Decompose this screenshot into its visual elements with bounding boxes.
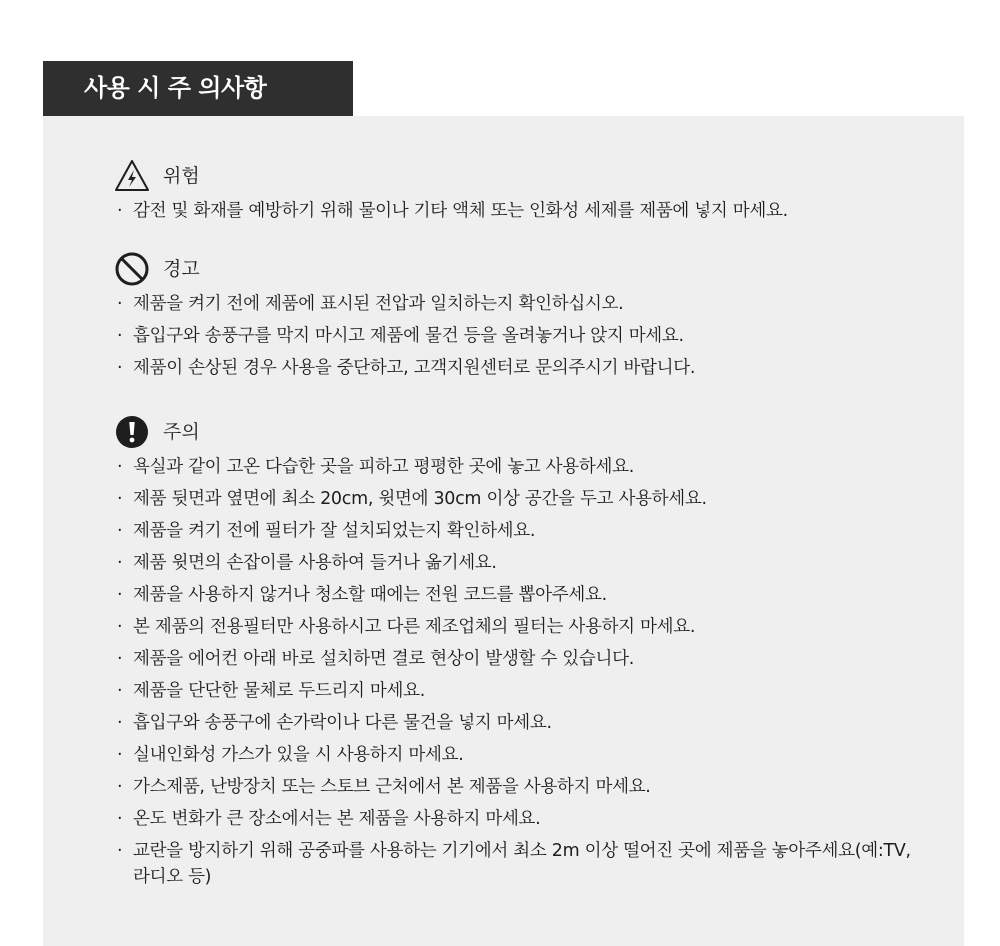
prohibition-icon: [114, 251, 150, 287]
list-item-text: 흡입구와 송풍구를 막지 마시고 제품에 물건 등을 올려놓거나 앉지 마세요.: [133, 326, 684, 346]
list-item-text: 제품 뒷면과 옆면에 최소 20cm, 윗면에 30cm 이상 공간을 두고 사용하세요.: [133, 489, 707, 509]
danger-list: [114, 198, 914, 224]
danger-section: [114, 158, 914, 230]
list-item: · 감전 및 화재를 예방하기 위해 물이나 기타 액체 또는 인화성 세제를 제품에 넣지 마세요.: [117, 201, 788, 221]
list-item-text: 가스제품, 난방장치 또는 스토브 근처에서 본 제품을 사용하지 마세요.: [133, 777, 651, 797]
list-item: · 제품이 손상된 경우 사용을 중단하고, 고객지원센터로 문의주시기 바랍니다.: [117, 358, 696, 378]
warning-list: [114, 291, 914, 381]
page-title: 사용 시 주 의사항: [43, 61, 353, 116]
caution-list: [114, 454, 914, 890]
warning-section: [114, 251, 914, 387]
list-item-text: 제품이 손상된 경우 사용을 중단하고, 고객지원센터로 문의주시기 바랍니다.: [133, 358, 696, 378]
list-item-text: 제품을 켜기 전에 제품에 표시된 전압과 일치하는지 확인하십시오.: [133, 294, 624, 314]
list-item-text: 제품을 사용하지 않거나 청소할 때에는 전원 코드를 뽑아주세요.: [133, 585, 607, 605]
danger-header: [114, 158, 914, 194]
list-item-text: 온도 변화가 큰 장소에서는 본 제품을 사용하지 마세요.: [133, 809, 541, 829]
list-item-text: 흡입구와 송풍구에 손가락이나 다른 물건을 넣지 마세요.: [133, 713, 552, 733]
warning-label: 경고: [163, 257, 200, 280]
list-item: · 제품을 단단한 물체로 두드리지 마세요.: [117, 681, 425, 701]
danger-label: 위험: [163, 164, 200, 187]
list-item: · 제품을 켜기 전에 필터가 잘 설치되었는지 확인하세요.: [117, 521, 536, 541]
list-item-text: 제품을 단단한 물체로 두드리지 마세요.: [133, 681, 425, 701]
list-item-text: 욕실과 같이 고온 다습한 곳을 피하고 평평한 곳에 놓고 사용하세요.: [133, 457, 634, 477]
list-item: · 흡입구와 송풍구에 손가락이나 다른 물건을 넣지 마세요.: [117, 713, 552, 733]
list-item: · 제품을 에어컨 아래 바로 설치하면 결로 현상이 발생할 수 있습니다.: [117, 649, 634, 669]
caution-header: [114, 414, 914, 450]
list-item-text: 감전 및 화재를 예방하기 위해 물이나 기타 액체 또는 인화성 세제를 제품에 넣지 마세요.: [133, 201, 788, 221]
caution-label: 주의: [163, 420, 200, 443]
exclamation-circle-icon: [114, 414, 150, 450]
list-item: · 제품을 켜기 전에 제품에 표시된 전압과 일치하는지 확인하십시오.: [117, 294, 624, 314]
list-item: · 교란을 방지하기 위해 공중파를 사용하는 기기에서 최소 2m 이상 떨어진 곳에 제품을 놓아주세요(예:TV,라디오 등): [117, 841, 911, 887]
list-item: · 제품 뒷면과 옆면에 최소 20cm, 윗면에 30cm 이상 공간을 두고 사용하세요.: [117, 489, 707, 509]
list-item-text: 제품을 켜기 전에 필터가 잘 설치되었는지 확인하세요.: [133, 521, 536, 541]
list-item-text: 제품 윗면의 손잡이를 사용하여 들거나 옮기세요.: [133, 553, 497, 573]
list-item: · 제품을 사용하지 않거나 청소할 때에는 전원 코드를 뽑아주세요.: [117, 585, 607, 605]
list-item-text: 본 제품의 전용필터만 사용하시고 다른 제조업체의 필터는 사용하지 마세요.: [133, 617, 696, 637]
list-item-text: 제품을 에어컨 아래 바로 설치하면 결로 현상이 발생할 수 있습니다.: [133, 649, 634, 669]
list-item: · 본 제품의 전용필터만 사용하시고 다른 제조업체의 필터는 사용하지 마세요.: [117, 617, 696, 637]
list-item: · 실내인화성 가스가 있을 시 사용하지 마세요.: [117, 745, 464, 765]
list-item: · 제품 윗면의 손잡이를 사용하여 들거나 옮기세요.: [117, 553, 497, 573]
list-item-text: 교란을 방지하기 위해 공중파를 사용하는 기기에서 최소 2m 이상 떨어진 곳에 제품을 놓아주세요(예:TV,라디오 등): [133, 841, 911, 887]
list-item: · 가스제품, 난방장치 또는 스토브 근처에서 본 제품을 사용하지 마세요.: [117, 777, 651, 797]
list-item: · 흡입구와 송풍구를 막지 마시고 제품에 물건 등을 올려놓거나 앉지 마세요.: [117, 326, 684, 346]
warning-header: [114, 251, 914, 287]
list-item: · 온도 변화가 큰 장소에서는 본 제품을 사용하지 마세요.: [117, 809, 541, 829]
danger-triangle-icon: [114, 158, 150, 194]
list-item-text: 실내인화성 가스가 있을 시 사용하지 마세요.: [133, 745, 464, 765]
caution-section: [114, 414, 914, 896]
list-item: · 욕실과 같이 고온 다습한 곳을 피하고 평평한 곳에 놓고 사용하세요.: [117, 457, 634, 477]
